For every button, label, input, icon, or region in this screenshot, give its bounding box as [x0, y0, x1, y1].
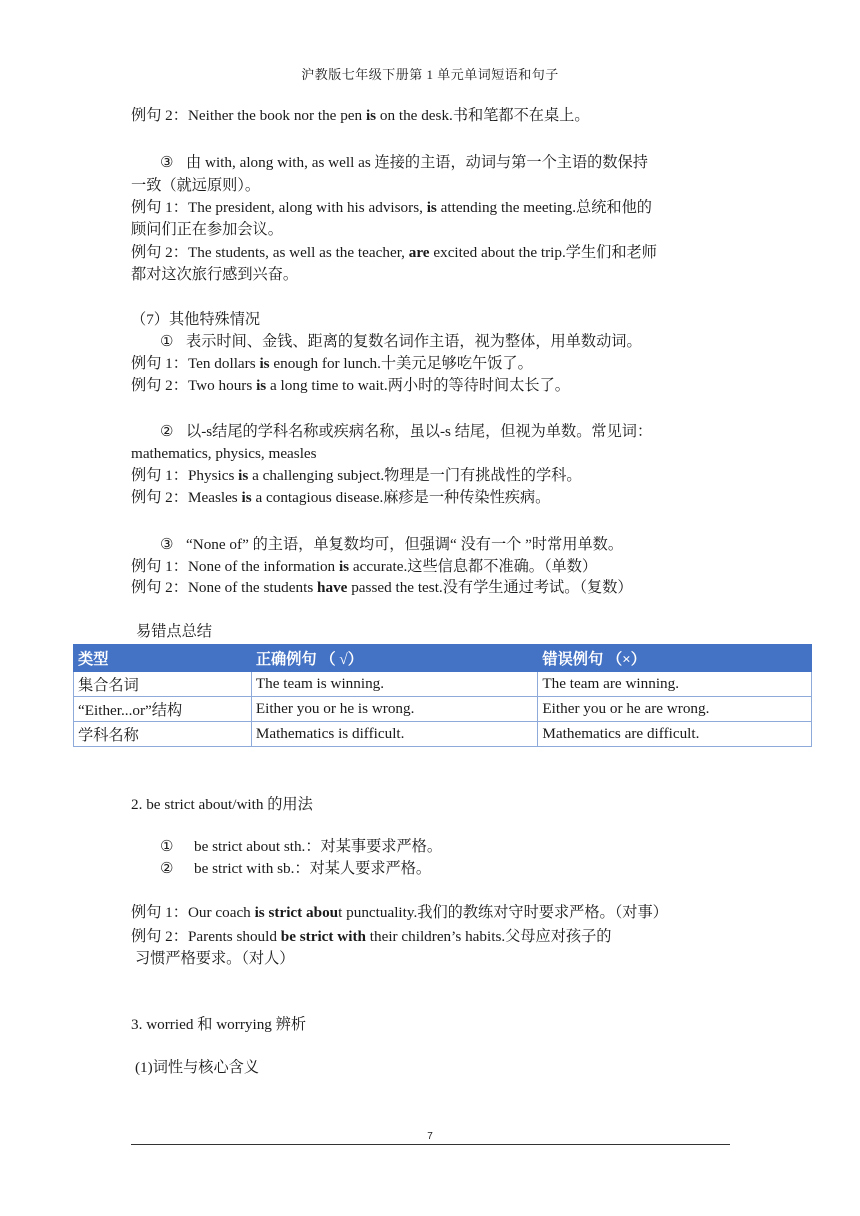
rule-line: mathematics, physics, measles: [131, 445, 317, 462]
table-row: [74, 722, 812, 747]
table-cell: The team is winning.: [251, 672, 538, 697]
circled-number: ③: [160, 536, 174, 553]
table-row: [74, 697, 812, 722]
example-line: 例句 1：Our coach is strict about punctuality.我们的教练对守时要求严格。（对事）: [131, 904, 668, 921]
table-cell: Either you or he is wrong.: [251, 697, 538, 722]
circled-number: ①: [160, 838, 174, 855]
example-line: 例句 1：Physics is a challenging subject.物理是一门有挑战性的学科。: [131, 467, 582, 484]
footer-divider: [131, 1144, 730, 1145]
table-cell: The team are winning.: [538, 672, 812, 697]
example-line: 习惯严格要求。（对人）: [135, 950, 295, 967]
table-row: [74, 672, 812, 697]
table-header-cell: 正确例句 （ √）: [251, 645, 538, 672]
example-line: 例句 2：Parents should be strict with their children’s habits.父母应对孩子的: [131, 928, 612, 945]
circled-number: ②: [160, 860, 174, 877]
example-line: 顾问们正在参加会议。: [131, 221, 283, 238]
table-cell: 集合名词: [74, 672, 252, 697]
rule-line: ② 以-s结尾的学科名称或疾病名称，虽以-s 结尾，但视为单数。常见词：: [160, 423, 653, 440]
table-cell: Either you or he are wrong.: [538, 697, 812, 722]
table-header-cell: 类型: [74, 645, 252, 672]
section-title: 3. worried 和 worrying 辨析: [131, 1016, 307, 1033]
table-cell: Mathematics is difficult.: [251, 722, 538, 747]
circled-number: ③: [160, 154, 174, 171]
page-number: 7: [427, 1131, 433, 1142]
page-header: 沪教版七年级下册第 1 单元单词短语和句子: [301, 67, 559, 82]
table-cell: 学科名称: [74, 722, 252, 747]
example-line: 例句 2：None of the students have passed the test.没有学生通过考试。（复数）: [131, 579, 633, 596]
example-line: 例句 1：The president, along with his advisors, is attending the meeting.总统和他的: [131, 199, 652, 216]
circled-number: ②: [160, 423, 174, 440]
table-header-cell: 错误例句 （×）: [538, 645, 812, 672]
subsection-title: (1)词性与核心含义: [135, 1059, 260, 1076]
section-title: （7）其他特殊情况: [131, 311, 261, 328]
rule-line: 一致（就远原则）。: [131, 177, 261, 194]
example-line: 例句 2：Two hours is a long time to wait.两小时的等待时间太长了。: [131, 377, 570, 394]
example-line: 例句 2：Neither the book nor the pen is on the desk.书和笔都不在桌上。: [131, 107, 590, 124]
summary-table: [73, 644, 812, 747]
rule-line: ③ “None of” 的主语，单复数均可，但强调“ 没有一个 ”时常用单数。: [160, 536, 624, 553]
example-line: 都对这次旅行感到兴奋。: [131, 266, 299, 283]
example-line: 例句 2：The students, as well as the teacher, are excited about the trip.学生们和老师: [131, 244, 657, 261]
rule-line: ③ 由 with, along with, as well as 连接的主语，动词与第一个主语的数保持: [160, 154, 648, 171]
table-caption: 易错点总结: [136, 623, 212, 640]
rule-line: ① 表示时间、金钱、距离的复数名词作主语，视为整体，用单数动词。: [160, 333, 642, 350]
table-header-row: [74, 645, 812, 672]
example-line: 例句 2：Measles is a contagious disease.麻疹是一种传染性疾病。: [131, 489, 551, 506]
table-cell: Mathematics are difficult.: [538, 722, 812, 747]
table-cell: “Either...or”结构: [74, 697, 252, 722]
example-line: 例句 1：None of the information is accurate.这些信息都不准确。（单数）: [131, 558, 598, 575]
example-line: 例句 1：Ten dollars is enough for lunch.十美元足够吃午饭了。: [131, 355, 533, 372]
list-item: ① be strict about sth.：对某事要求严格。: [160, 838, 443, 855]
circled-number: ①: [160, 333, 174, 350]
list-item: ② be strict with sb.：对某人要求严格。: [160, 860, 432, 877]
section-title: 2. be strict about/with 的用法: [131, 796, 313, 813]
